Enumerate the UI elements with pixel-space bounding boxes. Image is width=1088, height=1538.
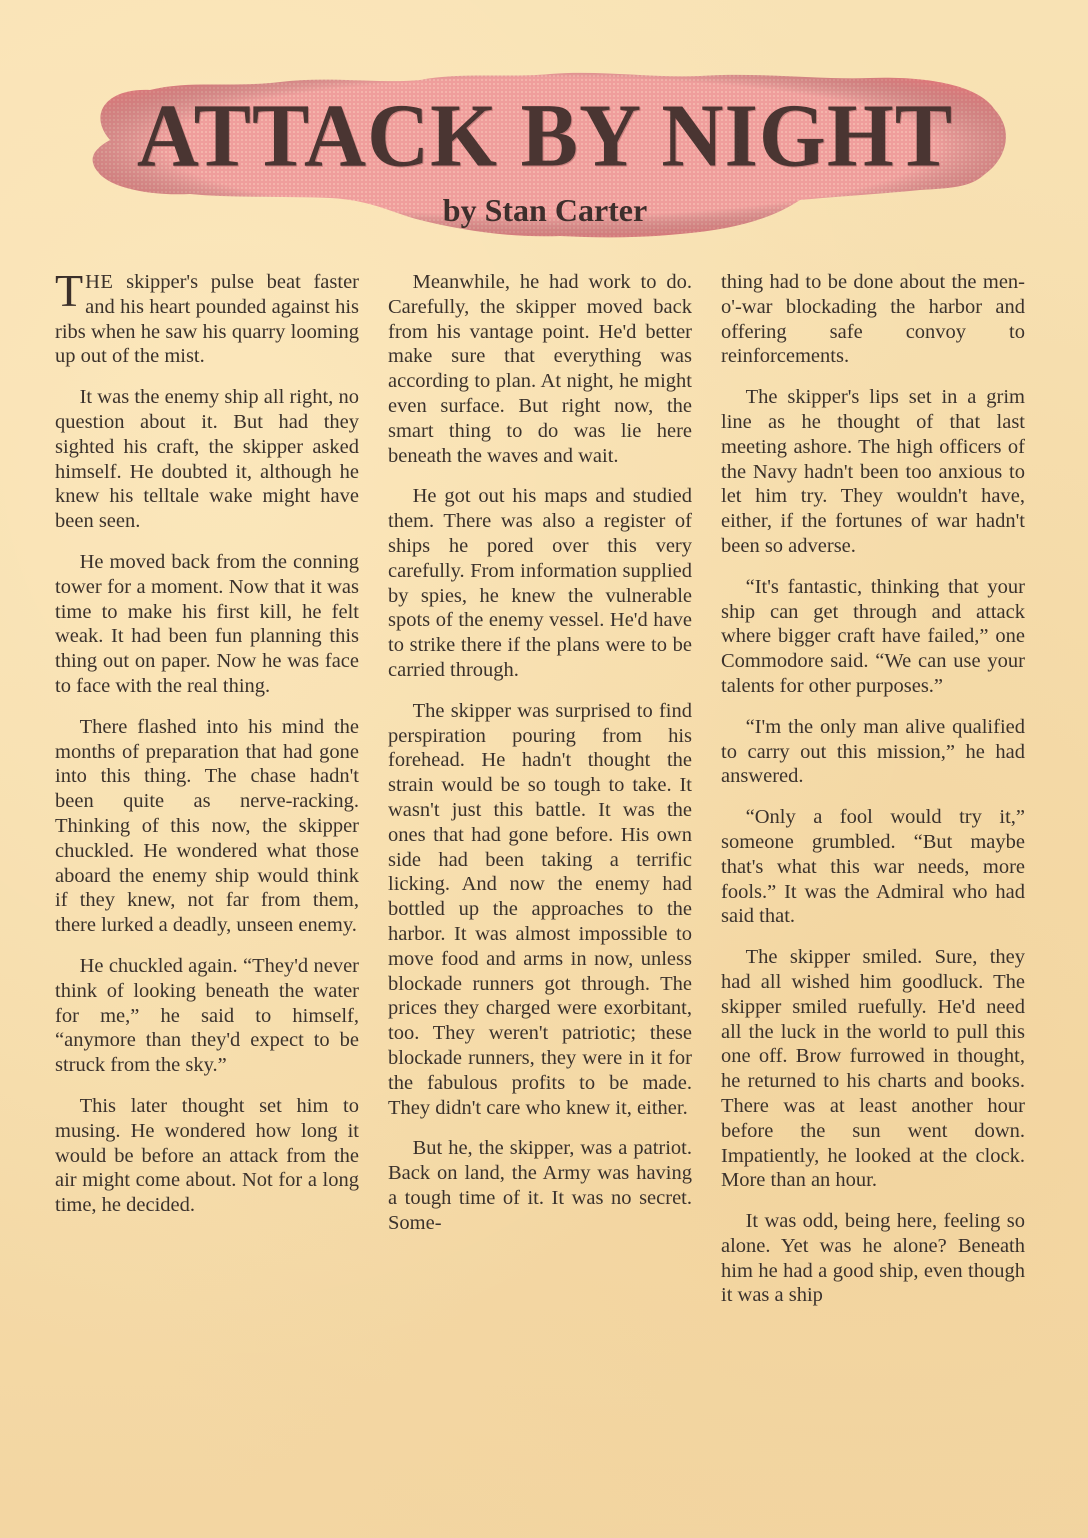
paragraph: “Only a fool would try it,” someone grumbled. “But maybe that's what this war needs, more fools.” It was the Admiral who had said that. <box>721 806 1025 928</box>
drop-cap: T <box>55 265 84 316</box>
paragraph: He got out his maps and studied them. There was also a register of ships he pored over this very carefully. From information supplied by spies, he knew the vulnerable spots of the enemy vessel. He'd have to strike there if the plans were to be carried through. <box>388 485 692 681</box>
article-columns <box>55 265 1025 1324</box>
lead-word: HE <box>85 271 114 293</box>
paragraph: There flashed into his mind the months of preparation that had gone into this thing. The chase hadn't been quite as nerve-racking. Thinking of this now, the skipper chuckled. He wondered what those aboard the enemy ship would think if they knew, not far from them, there lurked a deadly, unseen enemy. <box>55 715 359 937</box>
paragraph: The skipper was surprised to find perspiration pouring from his forehead. He hadn't thought the strain would be so tough to take. It wasn't just this battle. It was the ones that had gone before. His own side had been taking a terrific licking. And now the enemy had bottled up the approaches to the harbor. It was almost impossible to move food and arms in now, unless blockade runners got through. The prices they charged were exorbitant, too. They weren't patriotic; these blockade runners, they were in it for the fabulous profits to be made. They didn't care who knew it, either. <box>388 699 692 1119</box>
story-byline: by Stan Carter <box>442 192 648 228</box>
story-title: ATTACK BY NIGHT <box>136 84 954 186</box>
title-banner <box>80 70 1010 240</box>
column-2 <box>388 270 692 1324</box>
column-1 <box>55 265 359 1324</box>
column-3 <box>721 270 1025 1324</box>
paragraph <box>55 265 359 369</box>
paragraph: But he, the skipper, was a patriot. Back on land, the Army was having a tough time of it. It was no secret. Some- <box>388 1137 692 1234</box>
paragraph: It was the enemy ship all right, no question about it. But had they sighted his craft, the skipper asked himself. He doubted it, although he knew his telltale wake might have been seen. <box>55 386 359 533</box>
paragraph: He chuckled again. “They'd never think of looking beneath the water for me,” he said to himself, “anymore than they'd expect to be struck from the sky.” <box>55 954 359 1077</box>
paragraph: Meanwhile, he had work to do. Carefully, the skipper moved back from his vantage point. He'd better make sure that everything was according to plan. At night, he might even surface. But right now, the smart thing to do was lie here beneath the waves and wait. <box>388 271 692 467</box>
paragraph: The skipper smiled. Sure, they had all wished him goodluck. The skipper smiled ruefully. He'd need all the luck in the world to pull this one off. Brow furrowed in thought, he returned to his charts and books. There was at least another hour before the sun went down. Impatiently, he looked at the clock. More than an hour. <box>721 946 1025 1192</box>
paragraph: “It's fantastic, thinking that your ship can get through and attack where bigger craft have failed,” one Commodore said. “We can use your talents for other purposes.” <box>721 575 1025 697</box>
paragraph-text: skipper's pulse beat faster and his heart pounded against his ribs when he saw his quarry looming up out of the mist. <box>55 271 359 368</box>
paragraph: It was odd, being here, feeling so alone. Yet was he alone? Beneath him he had a good ship, even though it was a ship <box>721 1210 1025 1307</box>
paragraph: He moved back from the conning tower for a moment. Now that it was time to make his first kill, he felt weak. It had been fun planning this thing out on paper. Now he was face to face with the real thing. <box>55 550 359 697</box>
paragraph: This later thought set him to musing. He wondered how long it would be before an attack from the air might come about. Not for a long time, he decided. <box>55 1094 359 1217</box>
paragraph: thing had to be done about the men-o'-war blockading the harbor and offering safe convoy to reinforcements. <box>721 271 1025 368</box>
paragraph: “I'm the only man alive qualified to carry out this mission,” he had answered. <box>721 715 1025 788</box>
paragraph: The skipper's lips set in a grim line as he thought of that last meeting ashore. The high officers of the Navy hadn't been too anxious to let him try. They wouldn't have, either, if the fortunes of war hadn't been so adverse. <box>721 386 1025 557</box>
